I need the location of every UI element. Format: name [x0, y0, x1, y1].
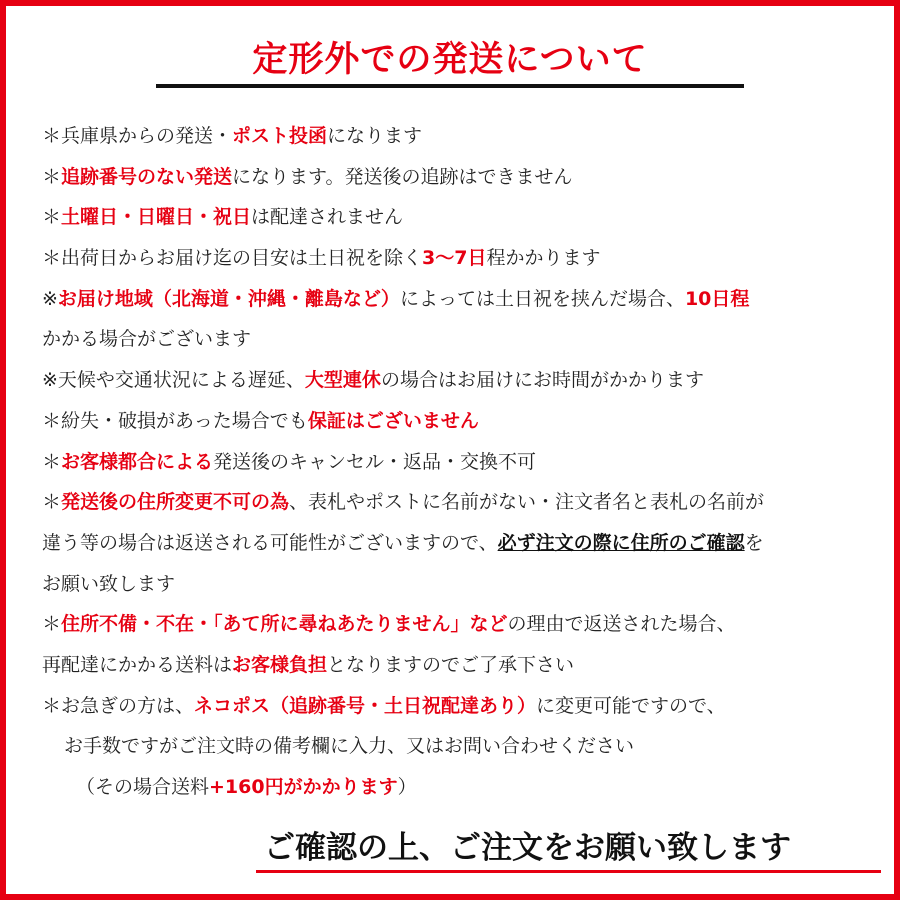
highlight-text: ネコポス（追跡番号・土日祝配達あり）: [194, 694, 537, 717]
notice-text: ＊出荷日からお届け迄の目安は土日祝を除く: [42, 247, 423, 270]
notice-text: ※天候や交通状況による遅延、: [42, 369, 305, 392]
notice-text: ＊紛失・破損があった場合でも: [42, 409, 308, 432]
notice-text: となりますのでご了承下さい: [327, 653, 575, 676]
notice-text: ＊: [42, 450, 62, 473]
notice-text: の理由で返送された場合、: [507, 613, 736, 636]
highlight-text: 必ず注文の際に住所のご確認: [497, 531, 745, 554]
notice-text: になります。発送後の追跡はできません: [232, 165, 573, 188]
notice-text: 発送後のキャンセル・返品・交換不可: [213, 450, 537, 473]
notice-text: は配達されません: [251, 206, 404, 229]
notice-text: ＊: [42, 165, 62, 188]
notice-line: [42, 157, 866, 198]
highlight-text: 住所不備・不在・「あて所に尋ねあたりません」など: [61, 613, 508, 636]
notice-text: お願い致します: [42, 572, 176, 595]
notice-text: によっては土日祝を挟んだ場合、: [399, 287, 685, 310]
notice-text: を: [744, 531, 764, 554]
highlight-text: ポスト投函: [232, 125, 328, 147]
notice-line: [42, 360, 866, 401]
highlight-text: お客様負担: [232, 653, 328, 676]
notice-text: ※: [42, 287, 58, 310]
notice-line: [42, 564, 866, 605]
notice-line: [42, 686, 866, 727]
notice-text: ＊: [42, 491, 62, 514]
notice-text: ＊: [42, 613, 62, 636]
closing-message: ご確認の上、ご注文をお願い致します: [264, 830, 791, 866]
highlight-text: 保証はございません: [307, 409, 479, 432]
notice-line: [42, 238, 866, 279]
notice-text: 再配達にかかる送料は: [42, 653, 233, 676]
highlight-text: 土曜日・日曜日・祝日: [61, 206, 252, 229]
highlight-text: 3～7日: [422, 247, 487, 270]
notice-text: ＊兵庫県からの発送・: [42, 125, 233, 147]
notice-line: [42, 197, 866, 238]
notice-line: [42, 401, 866, 442]
notice-line: [42, 279, 866, 320]
notice-line: [42, 767, 866, 808]
notice-text: ＊: [42, 206, 62, 229]
notice-text: ）: [397, 776, 417, 798]
notice-line: [42, 319, 866, 360]
highlight-text: 発送後の住所変更不可の為: [61, 491, 290, 514]
notice-line: [42, 645, 866, 686]
notice-line: [42, 116, 866, 157]
title-underline: [156, 84, 744, 88]
notice-text: の場合はお届けにお時間がかかります: [380, 369, 704, 392]
highlight-text: 大型連休: [304, 369, 381, 392]
highlight-text: 10日程: [684, 287, 750, 310]
notice-line: [42, 726, 866, 767]
notice-text: 違う等の場合は返送される可能性がございますので、: [42, 531, 498, 554]
notice-text: に変更可能ですので、: [536, 694, 726, 717]
notice-line: [42, 604, 866, 645]
notice-text: お手数ですがご注文時の備考欄に入力、又はお問い合わせください: [64, 735, 635, 758]
notice-text: （その場合送料: [76, 776, 210, 798]
highlight-text: お客様都合による: [61, 450, 214, 473]
notice-body: [42, 116, 866, 808]
highlight-text: 追跡番号のない発送: [61, 165, 233, 188]
notice-text: 、表札やポストに名前がない・注文者名と表札の名前が: [289, 491, 765, 514]
page-title: 定形外での発送について: [252, 40, 648, 80]
notice-line: [42, 523, 866, 564]
highlight-text: お届け地域（北海道・沖縄・離島など）: [57, 287, 400, 310]
closing-underline: [256, 870, 881, 873]
highlight-text: +160円がかかります: [209, 776, 398, 798]
notice-line: [42, 442, 866, 483]
notice-text: ＊お急ぎの方は、: [42, 694, 195, 717]
notice-line: [42, 482, 866, 523]
notice-text: 程かかります: [486, 247, 601, 270]
notice-text: かかる場合がございます: [42, 328, 252, 351]
notice-text: になります: [327, 125, 423, 147]
